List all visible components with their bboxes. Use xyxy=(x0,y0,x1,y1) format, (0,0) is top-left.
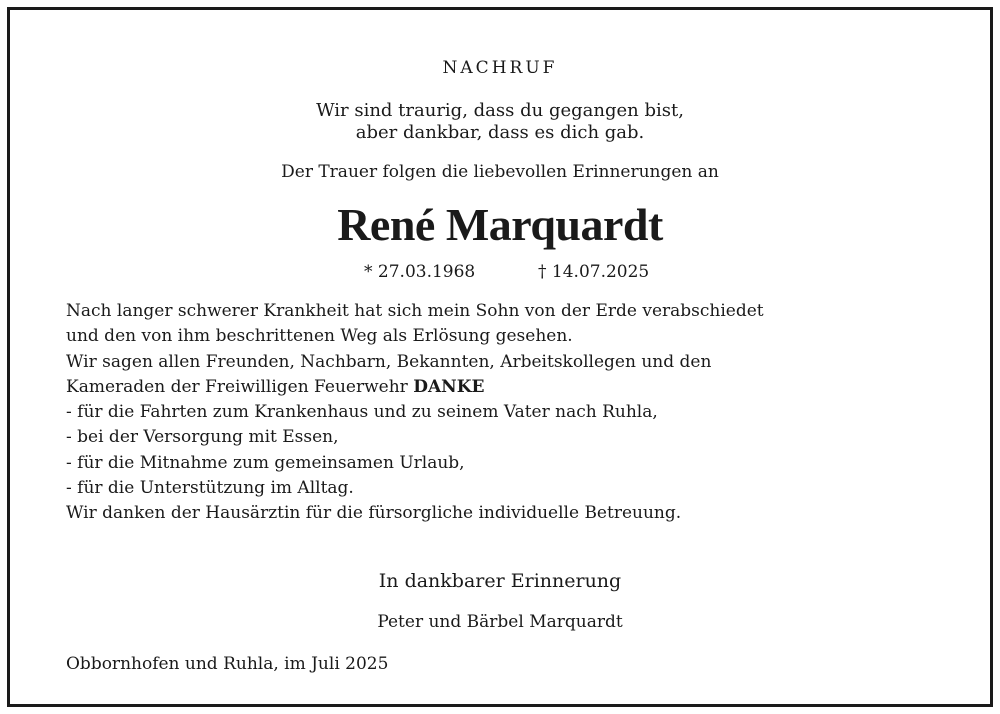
list-item: - bei der Versorgung mit Essen, xyxy=(66,427,339,448)
birth-date: * 27.03.1968 xyxy=(364,262,476,282)
body-line: Nach langer schwerer Krankheit hat sich mein Sohn von der Erde verabschiedet xyxy=(66,301,764,321)
closing-line: In dankbarer Erinnerung xyxy=(378,570,622,592)
list-item: - für die Unterstützung im Alltag. xyxy=(66,478,354,499)
list-item: - für die Fahrten zum Krankenhaus und zu seinem Vater nach Ruhla, xyxy=(66,402,658,423)
body-line: Wir danken der Hausärztin für die fürsorgliche individuelle Betreuung. xyxy=(66,503,682,524)
motto-line: aber dankbar, dass es dich gab. xyxy=(355,122,645,143)
deceased-name: René Marquardt xyxy=(337,199,663,250)
place-date: Obbornhofen und Ruhla, im Juli 2025 xyxy=(66,654,389,674)
obituary-frame xyxy=(7,7,993,707)
heading: NACHRUF xyxy=(442,58,558,78)
body-text xyxy=(66,299,764,527)
thanks-word: DANKE xyxy=(413,376,485,397)
body-line-text: Kameraden der Freiwilligen Feuerwehr xyxy=(66,376,414,397)
list-item: - für die Mitnahme zum gemeinsamen Urlaub, xyxy=(66,452,465,473)
death-date: † 14.07.2025 xyxy=(538,262,650,282)
body-line xyxy=(66,375,764,400)
body-line: Wir sagen allen Freunden, Nachbarn, Bekannten, Arbeitskollegen und den xyxy=(66,351,712,372)
intro-text: Der Trauer folgen die liebevollen Erinnerungen an xyxy=(281,162,719,182)
signers: Peter und Bärbel Marquardt xyxy=(377,612,623,632)
body-line: und den von ihm beschrittenen Weg als Erlösung gesehen. xyxy=(66,326,573,347)
motto xyxy=(10,100,990,144)
motto-line: Wir sind traurig, dass du gegangen bist, xyxy=(316,100,684,121)
